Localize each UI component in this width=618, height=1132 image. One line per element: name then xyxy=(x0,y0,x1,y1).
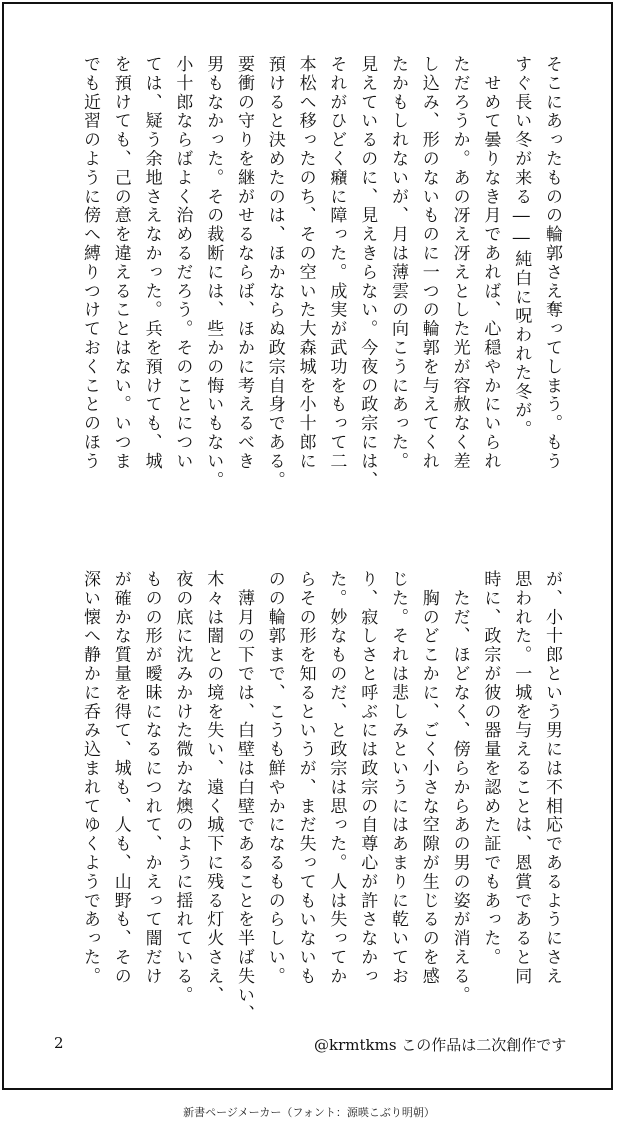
text-column: 男もなかった。その裁断には、些かの悔いもない。 xyxy=(203,55,224,490)
text-column: ものの形が曖昧になるにつれて、かえって闇だけ xyxy=(141,570,162,986)
text-column: 思われた。一城を与えることは、恩賞であると同 xyxy=(511,570,532,986)
text-column: せめて曇りなき月であれば、心穏やかにいられ xyxy=(480,55,501,471)
text-column: じた。それは悲しみというにはあまりに乾いてお xyxy=(388,570,408,986)
text-column: し込み、形のないものに一つの輪郭を与えてくれ xyxy=(418,55,439,471)
text-column: が確かな質量を得て、城も、人も、山野も、その xyxy=(110,570,131,986)
text-column: 夜の底に沈みかけた微かな燠のように揺れている。 xyxy=(172,570,193,1005)
text-column: 本松へ移ったのち、その空いた大森城を小十郎に xyxy=(295,55,316,471)
text-column: ただ、ほどなく、傍らからあの男の姿が消える。 xyxy=(449,570,470,1005)
text-column: ては、疑う余地さえなかった。兵を預けても、城 xyxy=(141,55,162,471)
text-column: でも近習のように傍へ縛りつけておくことのほう xyxy=(80,55,100,471)
text-column: 胸のどこかに、ごく小さな空隙が生じるのを感 xyxy=(418,570,439,986)
text-column: 見えているのに、見えきらない。今夜の政宗には、 xyxy=(357,55,378,490)
text-column: り、寂しさと呼ぶには政宗の自尊心が許さなかっ xyxy=(357,570,378,986)
text-column: そこにあったものの輪郭さえ奪ってしまう。もう xyxy=(542,55,562,471)
text-column: 小十郎ならばよく治めるだろう。そのことについ xyxy=(172,55,193,471)
text-column: すぐ長い冬が来る――純白に呪われた冬が。 xyxy=(511,55,532,439)
text-column: 預けると決めたのは、ほかならぬ政宗自身である。 xyxy=(264,55,285,490)
text-column: らその形を知るというが、まだ失ってもいないも xyxy=(295,570,316,986)
text-column: ただろうか。あの冴え冴えとした光が容赦なく差 xyxy=(449,55,470,471)
text-column: た。妙なものだ、と政宗は思った。人は失ってか xyxy=(326,570,347,986)
text-column: 時に、政宗が彼の器量を認めた証でもあった。 xyxy=(480,570,501,967)
text-column: 木々は闇との境を失い、遠く城下に残る灯火さえ、 xyxy=(203,570,224,1005)
text-column: 深い懐へ静かに呑み込まれてゆくようであった。 xyxy=(80,570,100,986)
page-number: 2 xyxy=(54,1034,64,1052)
text-column: が、小十郎という男には不相応であるようにさえ xyxy=(542,570,562,986)
text-column: を預けても、己の意を違えることはない。いつま xyxy=(110,55,131,471)
text-column: たかもしれないが、月は薄雲の向こうにあった。 xyxy=(388,55,408,471)
generator-footer: 新書ページメーカー（フォント：源暎こぶり明朝） xyxy=(183,1106,435,1119)
text-column: 薄月の下では、白壁は白壁であることを半ば失い、 xyxy=(234,570,254,1024)
text-column: 要衝の守りを継がせるならば、ほかに考えるべき xyxy=(234,55,254,471)
text-column: のの輪郭まで、こうも鮮やかになるものらしい。 xyxy=(264,570,285,986)
author-credit: @krmtkms この作品は二次創作です xyxy=(314,1036,567,1054)
text-column: それがひどく癪に障った。成実が武功をもって二 xyxy=(326,55,347,471)
